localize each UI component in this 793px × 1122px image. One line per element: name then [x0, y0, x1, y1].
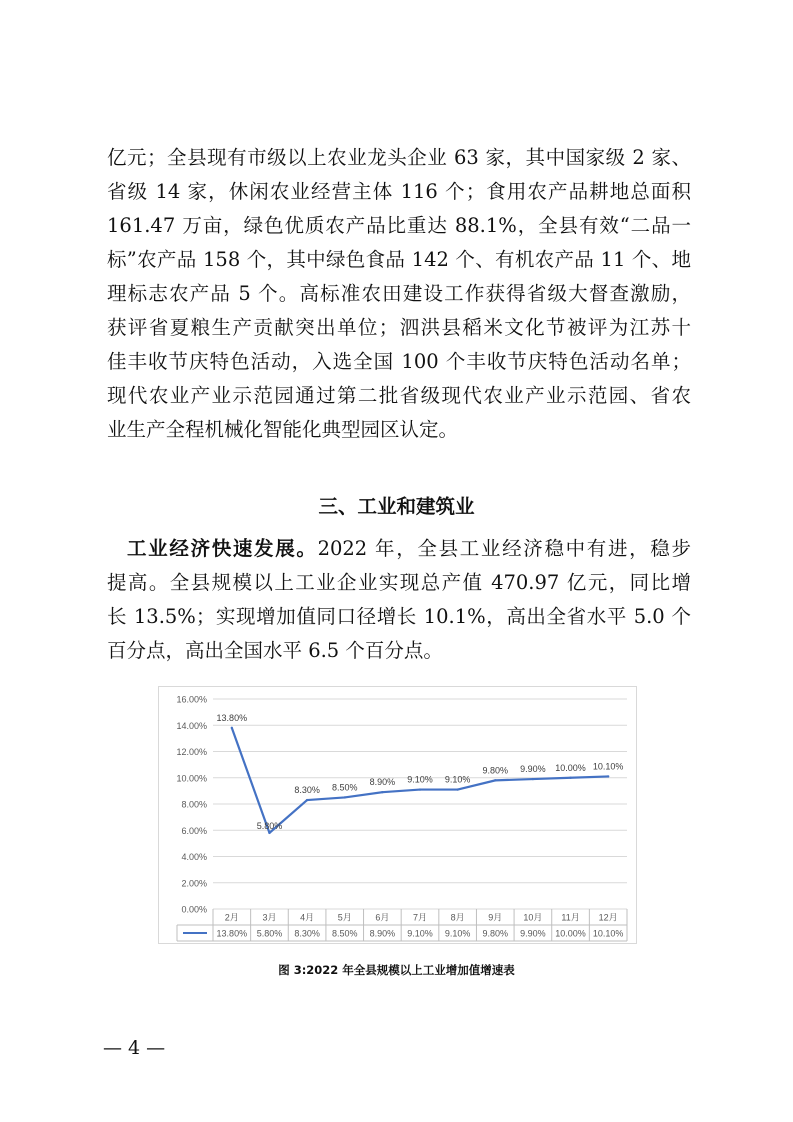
text-line: 提高。全县规模以上工业企业实现总产值 470.97 亿元，同比增	[107, 571, 691, 594]
table-value: 5.80%	[256, 928, 283, 939]
y-tick-label: 4.00%	[181, 852, 207, 862]
data-label: 13.80%	[216, 712, 248, 723]
data-point	[419, 788, 421, 790]
data-label: 10.00%	[555, 762, 586, 773]
table-value: 10.00%	[555, 928, 586, 939]
data-label: 9.90%	[520, 764, 546, 775]
data-point	[494, 779, 496, 781]
text-line: 百分点，高出全国水平 6.5 个百分点。	[107, 639, 443, 662]
growth-rate-chart	[158, 686, 637, 944]
paragraph-lead-rest: 2022 年，全县工业经济稳中有进，稳步	[317, 537, 691, 560]
text-line: 理标志农产品 5 个。高标准农田建设工作获得省级大督查激励，	[107, 282, 691, 305]
x-tick-label: 8月	[450, 912, 465, 923]
data-point	[381, 791, 383, 793]
y-tick-label: 0.00%	[181, 904, 207, 915]
x-tick-label: 2月	[224, 912, 239, 923]
text-line: 获评省夏粮生产贡献突出单位；泗洪县稻米文化节被评为江苏十	[107, 316, 691, 339]
data-label: 9.80%	[482, 765, 509, 776]
data-label: 9.10%	[407, 774, 433, 785]
x-tick-label: 6月	[375, 912, 390, 923]
x-tick-label: 3月	[262, 912, 277, 923]
table-value: 9.10%	[444, 928, 471, 939]
x-tick-label: 7月	[412, 912, 428, 923]
figure-caption: 图 3:2022 年全县规模以上工业增加值增速表	[278, 963, 515, 977]
data-point	[456, 788, 458, 790]
y-tick-label: 16.00%	[176, 694, 207, 705]
data-point	[344, 796, 346, 798]
paragraph-industry	[107, 532, 691, 668]
text-line: 业生产全程机械化智能化典型园区认定。	[107, 418, 459, 441]
text-line: 佳丰收节庆特色活动，入选全国 100 个丰收节庆特色活动名单；	[107, 350, 691, 373]
data-label: 5.80%	[256, 820, 283, 831]
table-value: 9.10%	[407, 928, 433, 939]
table-value: 8.50%	[331, 928, 358, 939]
data-label: 8.30%	[294, 785, 320, 796]
y-tick-label: 12.00%	[176, 747, 207, 757]
data-point	[268, 832, 270, 834]
text-line: 现代农业产业示范园通过第二批省级现代农业产业示范园、省农	[107, 384, 691, 407]
line-chart-svg	[159, 687, 636, 943]
y-tick-label: 14.00%	[176, 720, 207, 731]
data-point	[569, 777, 571, 779]
x-tick-label: 11月	[561, 912, 580, 923]
x-tick-label: 9月	[488, 912, 503, 923]
text-line: 长 13.5%；实现增加值同口径增长 10.1%，高出全省水平 5.0 个	[107, 605, 691, 628]
text-line: 标”农产品 158 个，其中绿色食品 142 个、有机农产品 11 个、地	[107, 248, 691, 271]
data-label: 8.90%	[369, 777, 396, 788]
text-line: 省级 14 家，休闲农业经营主体 116 个；食用农产品耕地总面积	[107, 180, 691, 203]
table-value: 8.30%	[294, 928, 320, 939]
section-heading: 三、工业和建筑业	[318, 495, 475, 518]
text-line: 161.47 万亩，绿色优质农产品比重达 88.1%，全县有效“二品一	[107, 214, 691, 237]
text-line: 亿元；全县现有市级以上农业龙头企业 63 家，其中国家级 2 家、	[107, 146, 691, 169]
y-tick-label: 6.00%	[181, 825, 207, 836]
data-point	[306, 799, 308, 801]
x-tick-label: 5月	[337, 912, 352, 923]
y-tick-label: 10.00%	[176, 773, 207, 784]
x-tick-label: 4月	[300, 912, 315, 923]
y-tick-label: 2.00%	[181, 878, 207, 889]
table-value: 10.10%	[592, 928, 624, 939]
data-label: 9.10%	[444, 774, 471, 785]
table-value: 9.80%	[482, 928, 509, 939]
data-point	[532, 778, 534, 780]
data-point	[607, 775, 609, 777]
y-tick-label: 8.00%	[181, 799, 207, 810]
paragraph-agriculture	[107, 141, 691, 447]
data-label: 8.50%	[331, 782, 358, 793]
x-tick-label: 12月	[598, 912, 618, 923]
paragraph-lead: 工业经济快速发展。	[127, 537, 318, 560]
data-point	[231, 727, 233, 729]
table-value: 9.90%	[520, 928, 546, 939]
table-value: 8.90%	[369, 928, 396, 939]
text-line	[107, 532, 691, 566]
page-number: — 4 —	[103, 1037, 166, 1059]
table-value: 13.80%	[216, 928, 248, 939]
data-label: 10.10%	[592, 761, 624, 772]
x-tick-label: 10月	[523, 912, 543, 923]
